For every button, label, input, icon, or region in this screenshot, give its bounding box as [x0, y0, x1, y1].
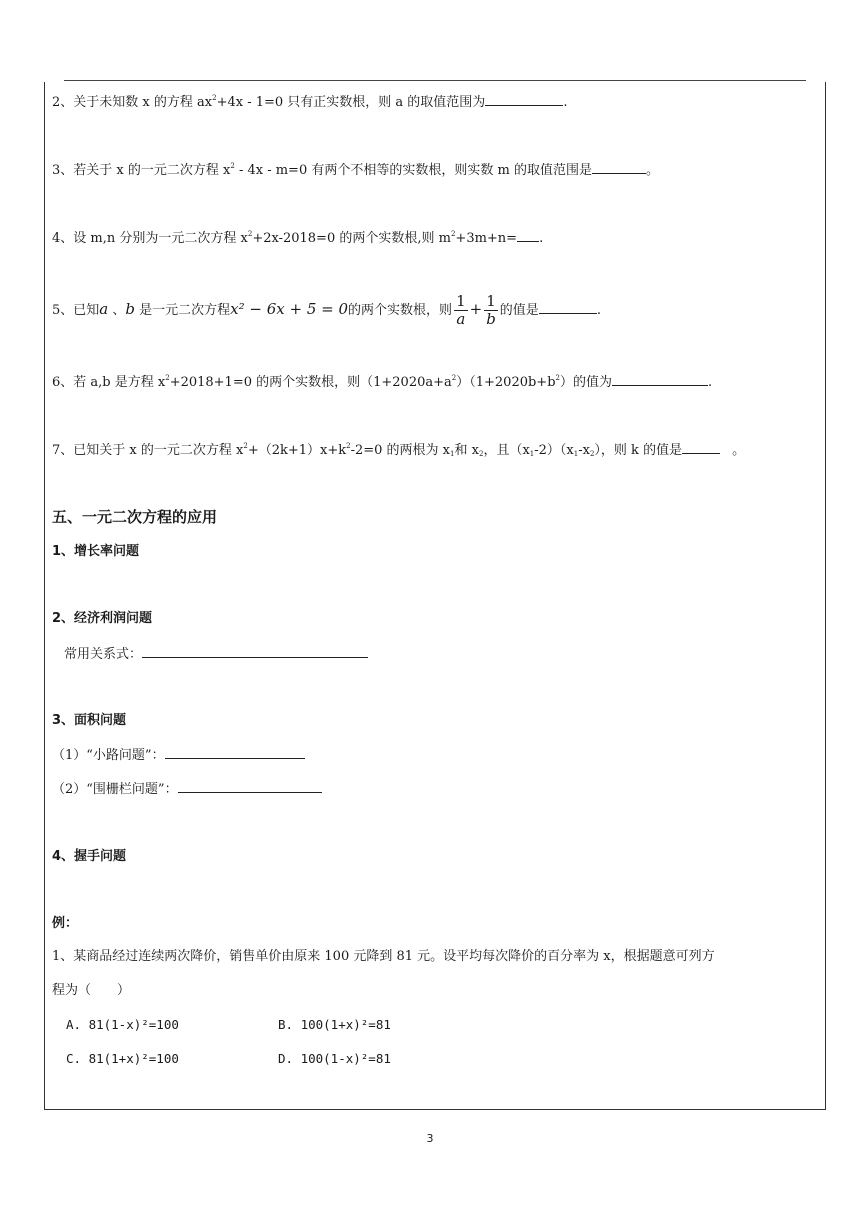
answer-blank[interactable] — [592, 161, 646, 174]
fraction-1-over-b: $\frac{1}{b}$ — [486, 292, 496, 328]
example-label: 例： — [52, 916, 79, 931]
option-d[interactable]: D. 100(1-x)²=81 — [278, 1051, 391, 1066]
example-1-line-1: 1、某商品经过连续两次降价，销售单价由原来 100 元降到 81 元。设平均每次降价的百分率为 x，根据题意可列方 — [52, 949, 715, 964]
fence-problem-line: （2）“围栅栏问题”： — [52, 780, 322, 799]
page-number: 3 — [426, 1132, 434, 1145]
header-rule — [64, 80, 806, 81]
question-7: 7、已知关于 x 的一元二次方程 $x^2+(2k+1)x+k^2-2=0$ 的两根为 $x_1$和 $x_2$，且$(x_1-2)(x_1-x_2)$，则 k 的值是 。 — [52, 442, 746, 458]
answer-blank[interactable] — [682, 441, 720, 454]
answer-blank[interactable] — [165, 746, 305, 759]
option-b[interactable]: B. 100(1+x)²=81 — [278, 1017, 391, 1032]
question-6: 6、若 a,b 是方程 $x^2+2018+1=0$ 的两个实数根，则$(1+2020a+a^2)(1+2020b+b^2)$的值为 . — [52, 374, 713, 390]
option-a[interactable]: A. 81(1-x)²=100 — [66, 1017, 179, 1032]
answer-blank[interactable] — [517, 229, 539, 242]
question-5: 5、已知a 、b 是一元二次方程x² − 6x + 5 = 0的两个实数根，则 $\frac{1}{a}$ + $\frac{1}{b}$ 的值是 . — [52, 292, 601, 328]
quadratic-equation: x² − 6x + 5 = 0 — [230, 300, 349, 318]
subheading-growth-rate: 1、增长率问题 — [52, 544, 140, 559]
answer-blank[interactable] — [142, 645, 368, 658]
question-3: 3、若关于 x 的一元二次方程 $x^2 - 4x - m=0$ 有两个不相等的实数根，则实数 m 的取值范围是 。 — [52, 162, 659, 178]
subheading-handshake: 4、握手问题 — [52, 849, 127, 864]
fraction-1-over-a: $\frac{1}{a}$ — [456, 292, 466, 328]
example-1-line-2: 程为（ ） — [52, 983, 131, 998]
path-problem-line: （1）“小路问题”： — [52, 746, 305, 765]
section-heading: 五、一元二次方程的应用 — [52, 508, 218, 526]
subheading-area: 3、面积问题 — [52, 713, 127, 728]
answer-blank[interactable] — [539, 301, 597, 314]
question-2: 2、关于未知数 x 的方程 $ax^2+4x - 1=0$ 只有正实数根，则 a 的取值范围为 . — [52, 94, 568, 110]
answer-blank[interactable] — [485, 93, 563, 106]
subheading-profit: 2、经济利润问题 — [52, 611, 153, 626]
question-4: 4、设 m,n 分别为一元二次方程 $x^2+2x-2018=0$ 的两个实数根,则 $m^2+3m+n=$ . — [52, 230, 544, 246]
answer-blank[interactable] — [178, 780, 322, 793]
relation-line: 常用关系式： — [64, 645, 368, 664]
answer-blank[interactable] — [612, 373, 708, 386]
option-c[interactable]: C. 81(1+x)²=100 — [66, 1051, 179, 1066]
